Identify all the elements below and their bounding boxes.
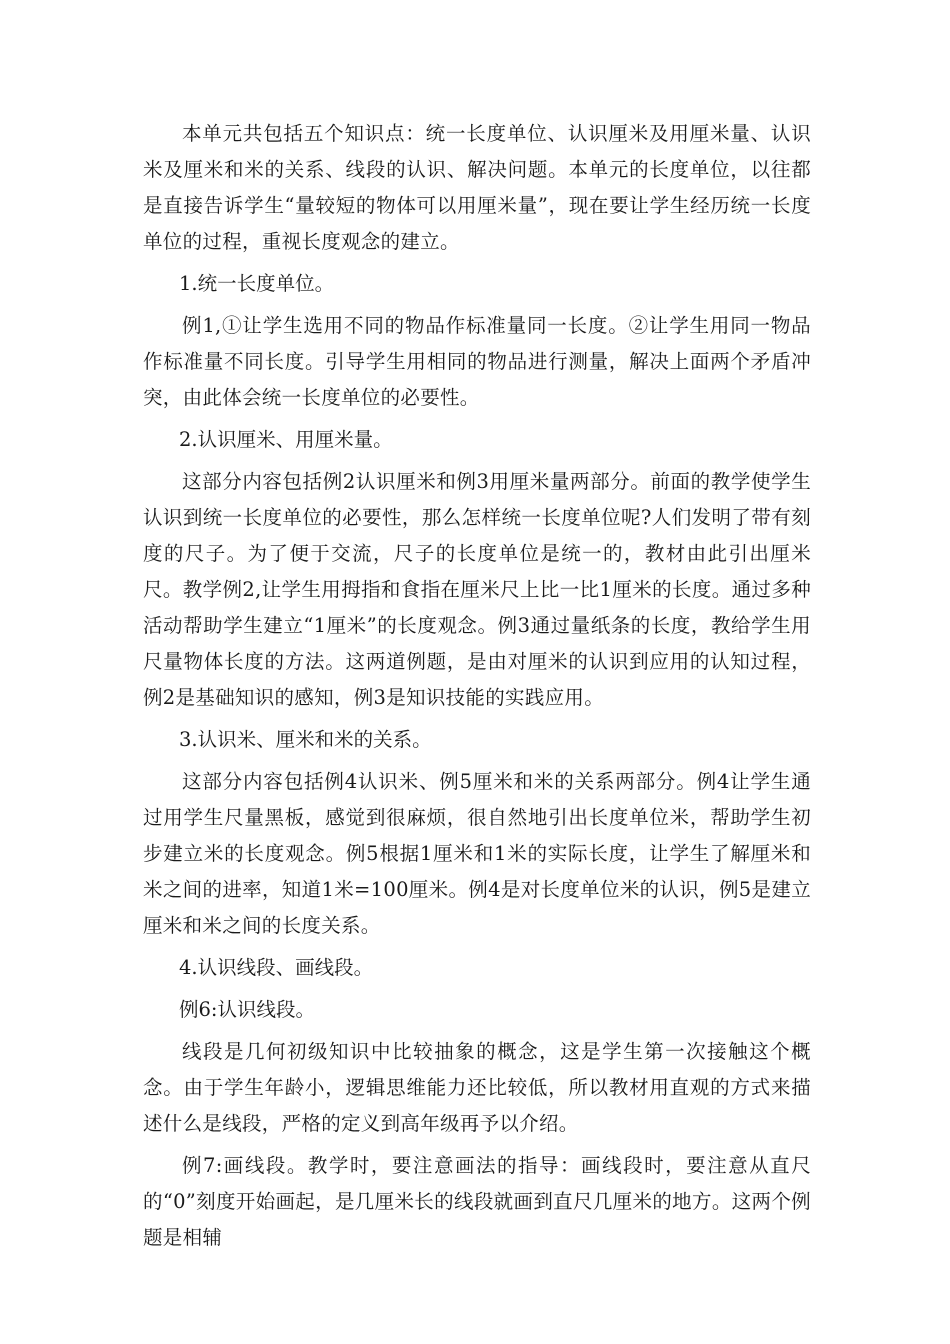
- paragraph-meter: 这部分内容包括例4认识米、例5厘米和米的关系两部分。例4让学生通过用学生尺量黑板，感觉到很麻烦，很自然地引出长度单位米，帮助学生初步建立米的长度观念。例5根据1厘米和1米的实际长度，让学生了解厘米和米之间的进率，知道1米=100厘米。例4是对长度单位米的认识，例5是建立厘米和米之间的长度关系。: [143, 770, 811, 937]
- paragraph-centimeter: 这部分内容包括例2认识厘米和例3用厘米量两部分。前面的教学使学生认识到统一长度单位的必要性，那么怎样统一长度单位呢?人们发明了带有刻度的尺子。为了便于交流，尺子的长度单位是统一的，教材由此引出厘米尺。教学例2,让学生用拇指和食指在厘米尺上比一比1厘米的长度。通过多种活动帮助学生建立“1厘米”的长度观念。例3通过量纸条的长度，教给学生用尺量物体长度的方法。这两道例题，是由对厘米的认识到应用的认知过程，例2是基础知识的感知，例3是知识技能的实践应用。: [143, 470, 811, 709]
- section-heading-1: 1.统一长度单位。: [179, 272, 335, 295]
- paragraph-intro: 本单元共包括五个知识点：统一长度单位、认识厘米及用厘米量、认识米及厘米和米的关系、线段的认识、解决问题。本单元的长度单位，以往都是直接告诉学生“量较短的物体可以用厘米量”，现在要让学生经历统一长度单位的过程，重视长度观念的建立。: [143, 122, 811, 253]
- paragraph-example-7: 例7:画线段。教学时，要注意画法的指导：画线段时，要注意从直尺的“0”刻度开始画起，是几厘米长的线段就画到直尺几厘米的地方。这两个例题是相辅: [143, 1154, 811, 1249]
- document-body: [143, 116, 811, 1262]
- paragraph-line-segment: 线段是几何初级知识中比较抽象的概念，这是学生第一次接触这个概念。由于学生年龄小，逻辑思维能力还比较低，所以教材用直观的方式来描述什么是线段，严格的定义到高年级再予以介绍。: [143, 1040, 811, 1135]
- section-heading-4: 4.认识线段、画线段。: [179, 956, 374, 979]
- section-heading-3: 3.认识米、厘米和米的关系。: [179, 728, 432, 751]
- example-6-heading: 例6:认识线段。: [179, 998, 315, 1021]
- paragraph-example-1: 例1,①让学生选用不同的物品作标准量同一长度。②让学生用同一物品作标准量不同长度。引导学生用相同的物品进行测量，解决上面两个矛盾冲突，由此体会统一长度单位的必要性。: [143, 314, 811, 409]
- section-heading-2: 2.认识厘米、用厘米量。: [179, 428, 393, 451]
